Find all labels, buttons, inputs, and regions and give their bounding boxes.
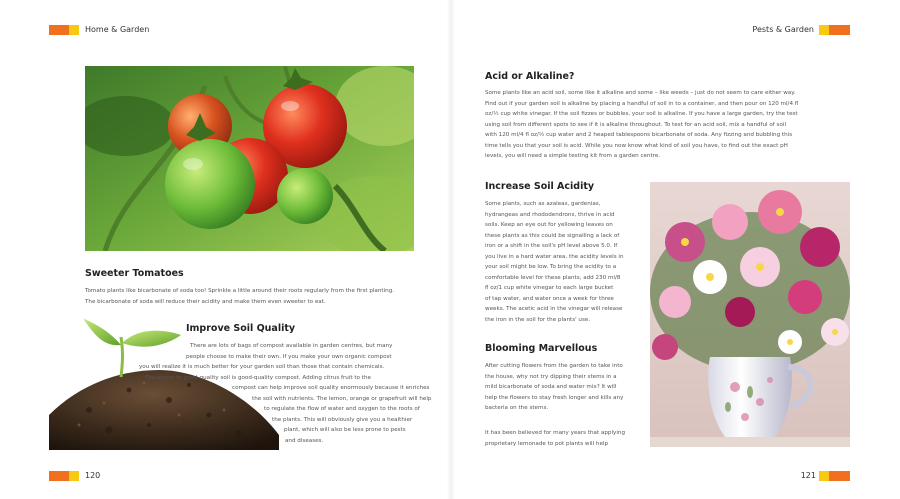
footer-left-orange-bar <box>49 471 69 481</box>
header-right-yellow-bar <box>819 25 829 35</box>
acid-alkaline-body <box>485 88 851 162</box>
text-line: The secret to good-quality soil is good-quality compost. Adding citrus fruit to the <box>145 374 371 381</box>
text-line: the soil with nutrients. The lemon, orange or grapefruit will help <box>252 395 432 402</box>
text-line: Find out if your garden soil is alkaline by placing a handful of soil in to a container, and then pour on 120 ml/4 fl <box>485 100 799 107</box>
text-line: mild bicarbonate of soda and water mix? It will <box>485 384 617 390</box>
text-line: bacteria on the stems. <box>485 405 549 411</box>
header-right-orange-bar <box>829 25 850 35</box>
text-line: oz/½ cup white vinegar. If the soil fizzes or bubbles, your soil is alkaline. If you have a large garden, try the test <box>485 111 798 117</box>
text-line: proprietary lemonade to pot plants will help <box>485 440 609 447</box>
text-line: soils. Keep an eye out for yellowing leaves on <box>485 222 613 228</box>
header-left-label: Home & Garden <box>85 25 150 34</box>
blooming-marvellous-heading: Blooming Marvellous <box>485 343 598 354</box>
text-line: using soil from different spots to see if it is alkaline throughout. To test for an acid soil, mix a handful of soil <box>485 121 786 128</box>
improve-soil-body <box>100 341 432 446</box>
text-line: the plants. This will obviously give you a healthier <box>272 416 413 423</box>
text-line: iron or a shift in the soil's pH level above 5.0. If <box>485 243 618 249</box>
text-line: plant, which will also be less prone to pests <box>284 427 406 433</box>
increase-acidity-body <box>485 199 637 325</box>
improve-soil-heading: Improve Soil Quality <box>186 323 296 334</box>
text-line: of tap water, and water once a week for three <box>485 295 614 302</box>
text-line: with 120 ml/4 fl oz/½ cup water and 2 heaped tablespoons bicarbonate of soda. Any fizzing and bubbling this <box>485 132 793 138</box>
footer-left-yellow-bar <box>69 471 79 481</box>
text-line: It has been believed for many years that applying <box>485 430 625 436</box>
text-line: these plants as this could be signalling a lack of <box>485 232 620 239</box>
text-line: hydrangeas and rhododendrons, thrive in acid <box>485 211 615 218</box>
footer-right-yellow-bar <box>819 471 829 481</box>
text-line: you live in a hard water area, the acidity levels in <box>485 253 624 260</box>
text-line: Some plants, such as azaleas, gardenias, <box>485 201 601 207</box>
text-line: The bicarbonate of soda will reduce their acidity and make them even sweeter to eat. <box>85 298 326 305</box>
text-line: fl oz/1 cup white vinegar to each large bucket <box>485 285 614 291</box>
text-line: people choose to make their own. If you make your own organic compost <box>186 353 392 360</box>
text-line: the iron in the soil for the plants' use. <box>485 316 591 323</box>
header-right-label: Pests & Garden <box>752 25 814 34</box>
text-line: Tomato plants like bicarbonate of soda too! Sprinkle a little around their roots regularly from the first planting. <box>85 288 395 294</box>
sweeter-tomatoes-body <box>85 286 415 307</box>
increase-acidity-heading: Increase Soil Acidity <box>485 181 595 192</box>
tomato-photo <box>85 66 414 251</box>
flower-vase-photo <box>650 182 850 447</box>
page-gutter <box>447 0 455 499</box>
text-line: There are lots of bags of compost available in garden centres, but many <box>190 343 393 349</box>
text-line: levels, you will need a simple testing kit from a garden centre. <box>485 153 661 159</box>
header-left-orange-bar <box>49 25 69 35</box>
text-line: the house, why not try dipping their stems in a <box>485 373 617 380</box>
text-line: your soil might be low. To bring the acidity to a <box>485 264 617 270</box>
text-line: compost can help improve soil quality enormously because it enriches <box>232 385 430 391</box>
text-line: After cutting flowers from the garden to take into <box>485 363 623 369</box>
text-line: help the flowers to stay fresh longer and kills any <box>485 394 624 401</box>
text-line: and diseases. <box>285 437 324 444</box>
footer-right-orange-bar <box>829 471 850 481</box>
text-line: comfortable level for these plants, add 230 ml/8 <box>485 274 621 281</box>
page-number-left: 120 <box>85 471 101 480</box>
text-line: weeks. The acetic acid in the vinegar will release <box>485 306 623 312</box>
header-left-yellow-bar <box>69 25 79 35</box>
blooming-marvellous-body <box>485 361 637 414</box>
acid-alkaline-heading: Acid or Alkaline? <box>485 71 575 82</box>
text-line: Some plants like an acid soil, some like it alkaline and some – like weeds – just do not seem to care either way. <box>485 90 796 96</box>
text-line: time tells you that your soil is acid. While you now know what kind of soil you have, to find out the exact pH <box>485 142 788 149</box>
sweeter-tomatoes-heading: Sweeter Tomatoes <box>85 268 184 279</box>
text-line: you will realize it is much better for your garden soil than those that contain chemicals. <box>139 364 385 370</box>
blooming-marvellous-body-2 <box>485 428 637 449</box>
page-number-right: 121 <box>800 471 816 480</box>
text-line: to regulate the flow of water and oxygen to the roots of <box>264 406 420 412</box>
